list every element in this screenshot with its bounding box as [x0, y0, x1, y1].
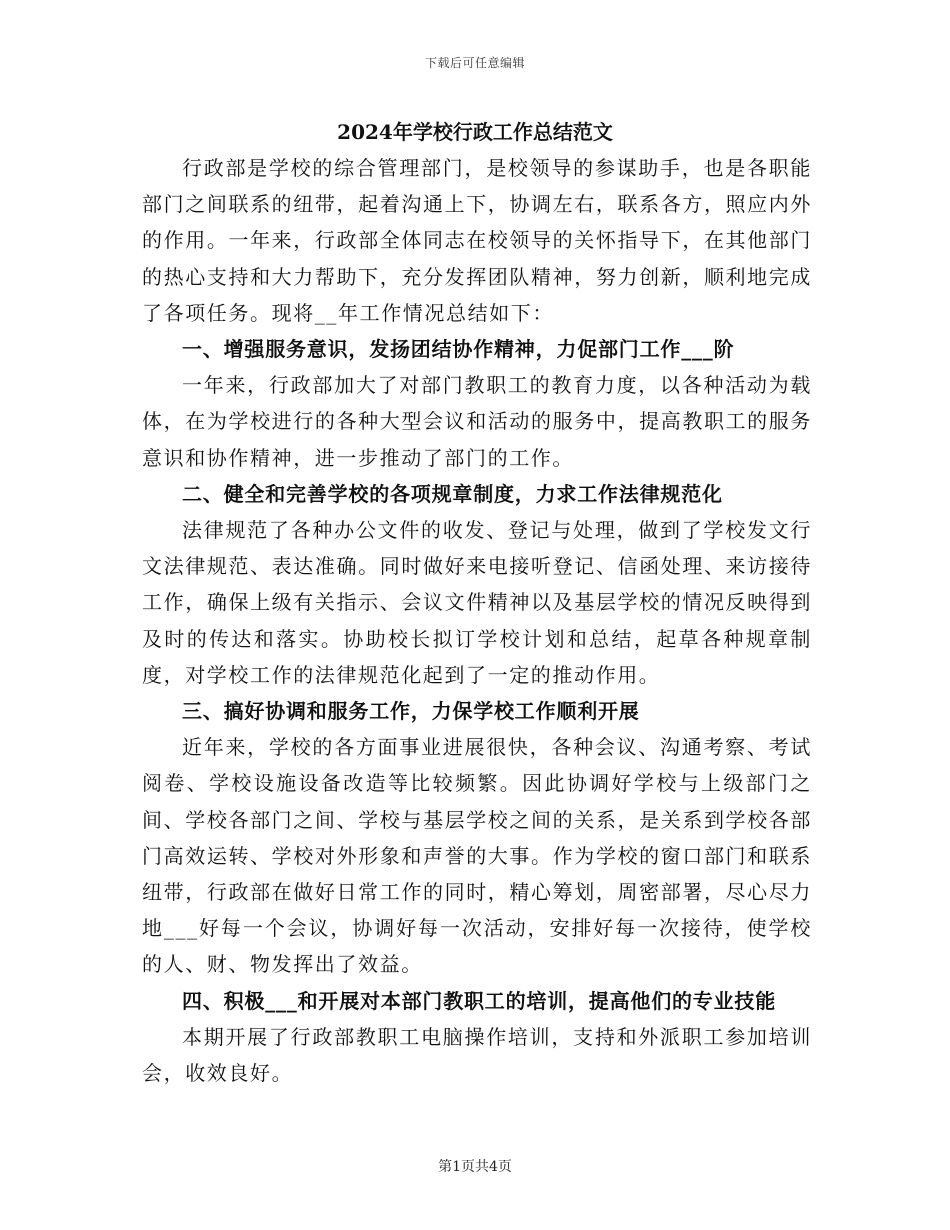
- section-3-heading: 三、搞好协调和服务工作，力保学校工作顺利开展: [182, 699, 640, 724]
- page-footer: 第1页共4页: [438, 1159, 512, 1175]
- section-1-body: 一年来，行政部加大了对部门教职工的教育力度，以各种活动为载体，在为学校进行的各种大型会议和活动的服务中，提高教职工的服务意识和协作精神，进一步推动了部门的工作。: [142, 373, 812, 470]
- header-note: 下载后可任意编辑: [424, 56, 525, 70]
- section-2-heading: 二、健全和完善学校的各项规章制度，力求工作法律规范化: [182, 481, 723, 506]
- document-title: 2024年学校行政工作总结范文: [337, 120, 613, 144]
- section-4-body: 本期开展了行政部教职工电脑操作培训，支持和外派职工参加培训会，收效良好。: [142, 1024, 812, 1086]
- document-body: [142, 150, 812, 1091]
- section-3-body: 近年来，学校的各方面事业进展很快，各种会议、沟通考察、考试阅卷、学校设施设备改造等比较频繁。因此协调好学校与上级部门之间、学校各部门之间、学校与基层学校之间的关系，是关系到学校各部门高效运转、学校对外形象和声誉的大事。作为学校的窗口部门和联系纽带，行政部在做好日常工作的同时，精心筹划，周密部署，尽心尽力地___好每一个会议，协调好每一次活动，安排好每一次接待，使学校的人、财、物发挥出了效益。: [142, 735, 812, 977]
- intro-paragraph: 行政部是学校的综合管理部门，是校领导的参谋助手，也是各职能部门之间联系的纽带，起着沟通上下，协调左右，联系各方，照应内外的作用。一年来，行政部全体同志在校领导的关怀指导下，在其他部门的热心支持和大力帮助下，充分发挥团队精神，努力创新，顺利地完成了各项任务。现将__年工作情况总结如下：: [142, 156, 812, 325]
- section-2-body: 法律规范了各种办公文件的收发、登记与处理，做到了学校发文行文法律规范、表达准确。同时做好来电接听登记、信函处理、来访接待工作，确保上级有关指示、会议文件精神以及基层学校的情况反映得到及时的传达和落实。协助校长拟订学校计划和总结，起草各种规章制度，对学校工作的法律规范化起到了一定的推动作用。: [142, 518, 812, 687]
- section-4-heading: 四、积极___和开展对本部门教职工的培训，提高他们的专业技能: [182, 988, 776, 1013]
- section-1-heading: 一、增强服务意识，发扬团结协作精神，力促部门工作___阶: [182, 337, 735, 362]
